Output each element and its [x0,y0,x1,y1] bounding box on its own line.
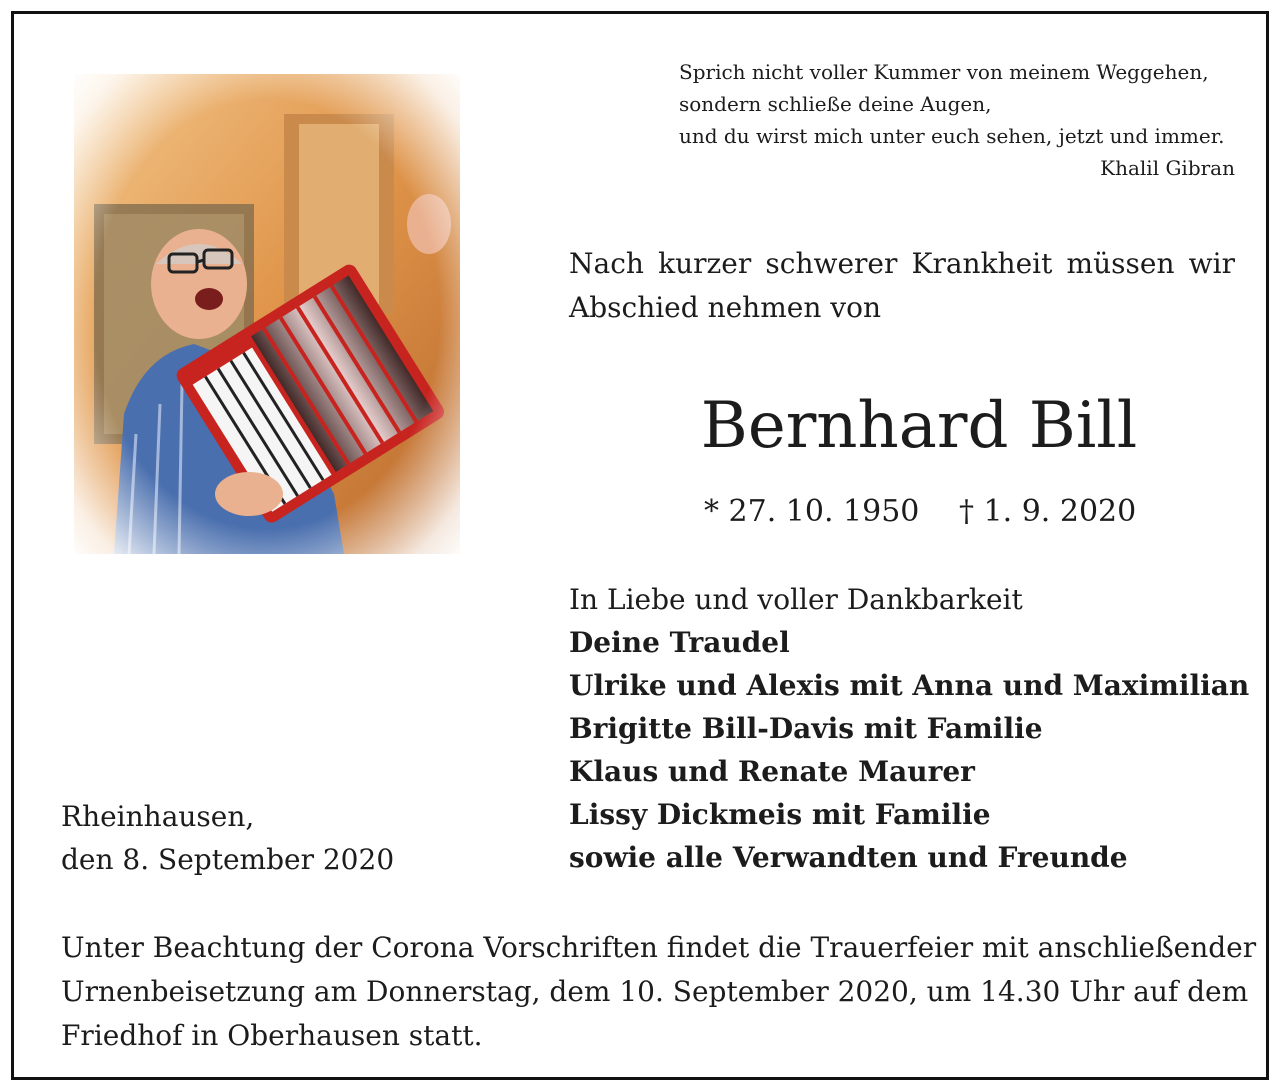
mourner-name: Klaus und Renate Maurer [569,755,975,788]
mourners-intro: In Liebe und voller Dankbarkeit [569,583,1023,616]
quote-line: sondern schließe deine Augen, [679,92,992,116]
deceased-name: Bernhard Bill [700,389,1138,463]
life-dates [704,492,1137,532]
mourners-list [569,578,1269,879]
mourner-name: sowie alle Verwandten und Freunde [569,841,1128,874]
notice-line: Friedhof in Oberhausen statt. [61,1019,483,1052]
notice-date: den 8. September 2020 [61,843,395,876]
intro-line: Nach kurzer schwerer Krankheit müssen wir [569,247,1235,280]
obituary-frame [11,11,1269,1080]
funeral-notice [61,926,1257,1058]
gibran-quote [679,56,1235,184]
mourner-name: Ulrike und Alexis mit Anna und Maximilian [569,669,1250,702]
mourner-name: Lissy Dickmeis mit Familie [569,798,991,831]
quote-author: Khalil Gibran [1100,156,1235,180]
intro-line: Abschied nehmen von [569,291,881,324]
place-city: Rheinhausen, [61,800,255,833]
mourner-name: Brigitte Bill-Davis mit Familie [569,712,1043,745]
intro-text [569,242,1235,330]
portrait-photo [74,74,460,554]
mourner-name: Deine Traudel [569,626,790,659]
birth-date: * 27. 10. 1950 [704,494,920,529]
notice-line: Urnenbeisetzung am Donnerstag, dem 10. September 2020, um 14.30 Uhr auf dem [61,975,1249,1008]
quote-line: und du wirst mich unter euch sehen, jetzt und immer. [679,124,1225,148]
death-date: † 1. 9. 2020 [959,494,1137,529]
place-date [61,795,394,881]
quote-line: Sprich nicht voller Kummer von meinem Weggehen, [679,60,1209,84]
notice-line: Unter Beachtung der Corona Vorschriften findet die Trauerfeier mit anschließender [61,931,1257,964]
